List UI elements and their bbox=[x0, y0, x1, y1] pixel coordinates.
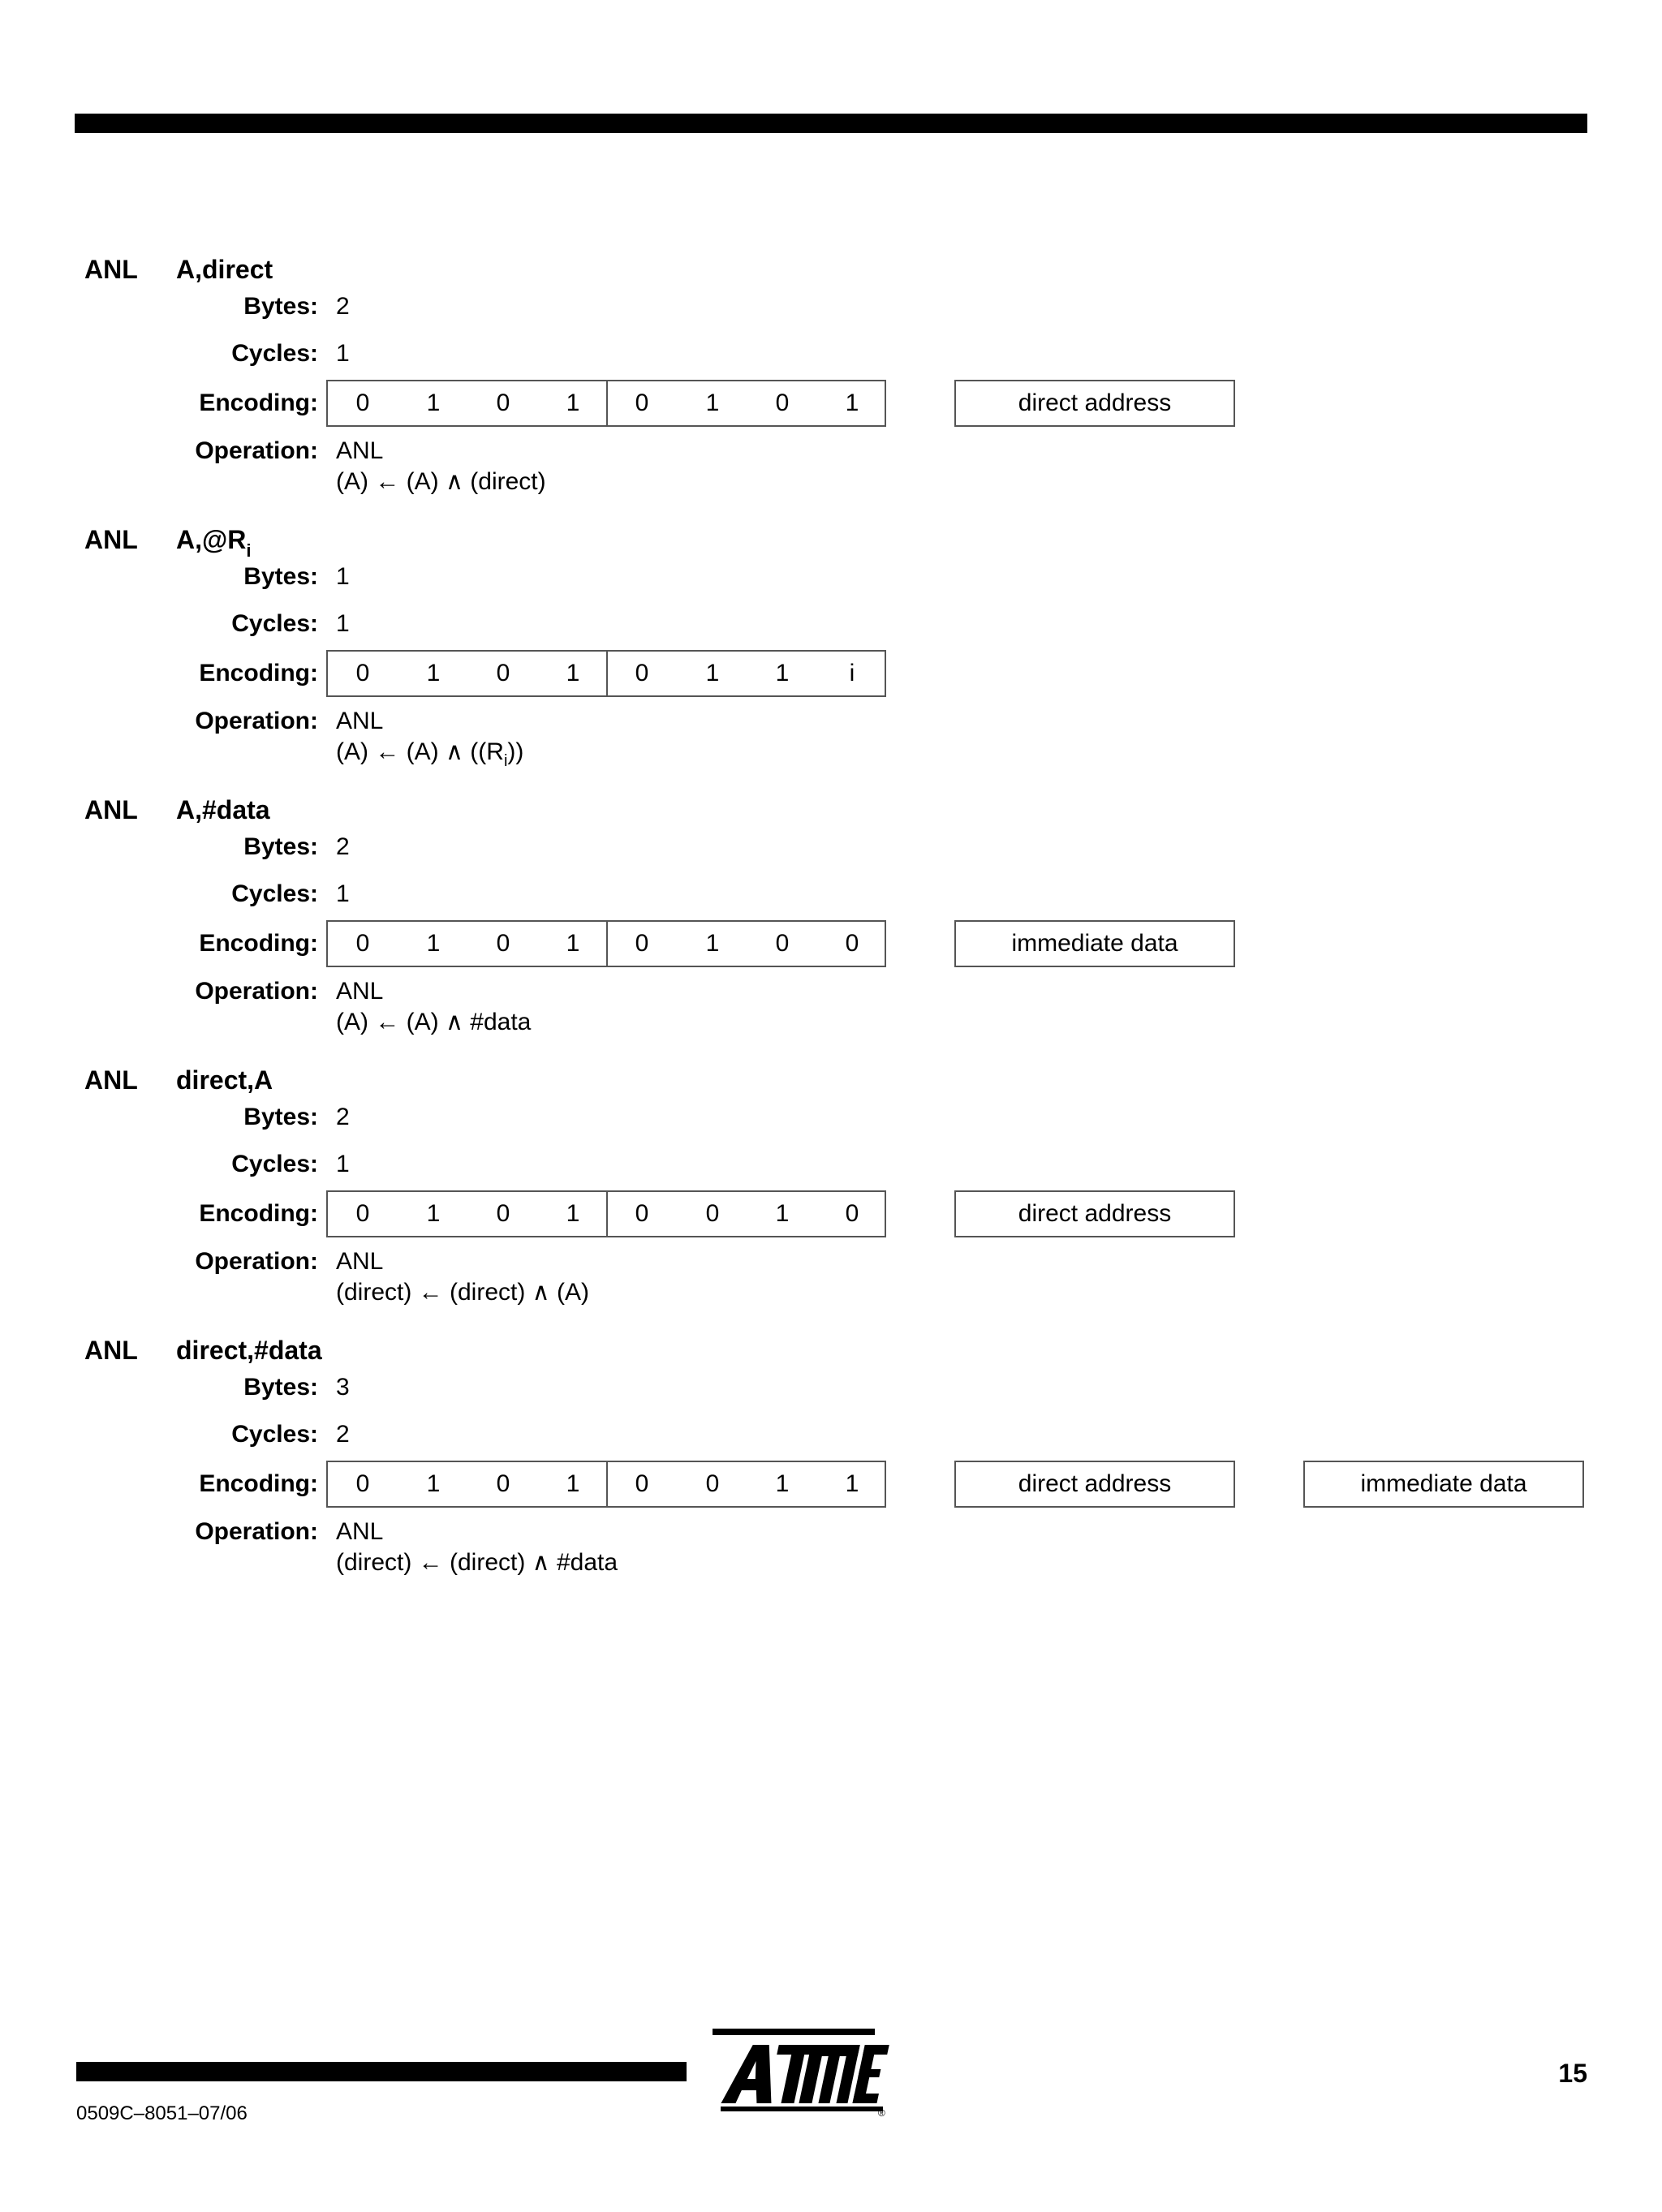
encoding-bit: 0 bbox=[705, 1200, 720, 1227]
encoding-bit: 1 bbox=[426, 660, 441, 686]
operands-text: A,direct bbox=[176, 255, 273, 284]
instruction-operands bbox=[176, 794, 270, 826]
cycles-value: 1 bbox=[336, 340, 350, 367]
bytes-label: Bytes: bbox=[243, 1374, 318, 1401]
encoding-bit: 0 bbox=[355, 660, 370, 686]
opcode-encoding-box bbox=[326, 1461, 886, 1508]
operation-expression bbox=[336, 738, 523, 769]
operation-label: Operation: bbox=[195, 1248, 318, 1275]
encoding-bit: 1 bbox=[775, 1470, 790, 1497]
encoding-bit: 0 bbox=[496, 1200, 510, 1227]
bytes-value: 1 bbox=[336, 563, 350, 590]
encoding-bit: 0 bbox=[635, 660, 649, 686]
instruction-mnemonic: ANL bbox=[84, 525, 138, 554]
instruction-operands bbox=[176, 1064, 273, 1096]
cycles-value: 1 bbox=[336, 880, 350, 907]
encoding-bit: i bbox=[849, 660, 855, 686]
encoding-bit: 1 bbox=[566, 1200, 580, 1227]
encoding-bit: 1 bbox=[566, 389, 580, 416]
operands-text: A,@R bbox=[176, 525, 247, 554]
operation-name: ANL bbox=[336, 978, 384, 1005]
expression-text: (A) ← (A) ∧ ((R bbox=[336, 738, 504, 765]
encoding-bit: 1 bbox=[845, 389, 859, 416]
encoding-label: Encoding: bbox=[199, 1470, 318, 1497]
bytes-label: Bytes: bbox=[243, 293, 318, 320]
encoding-bit: 0 bbox=[496, 1470, 510, 1497]
instruction-entry bbox=[0, 1334, 1662, 1602]
encoding-bit: 1 bbox=[845, 1470, 859, 1497]
operands-text: A,#data bbox=[176, 795, 270, 824]
operand-byte-box: immediate data bbox=[1303, 1461, 1584, 1508]
cycles-label: Cycles: bbox=[231, 880, 318, 907]
expression-subscript: i bbox=[503, 752, 508, 770]
opcode-encoding-box bbox=[326, 380, 886, 427]
encoding-bit: 0 bbox=[775, 930, 790, 957]
operand-byte-box: direct address bbox=[954, 1461, 1235, 1508]
page-number: 15 bbox=[1558, 2059, 1587, 2088]
operation-expression bbox=[336, 1008, 531, 1037]
atmel-logo bbox=[713, 2029, 891, 2118]
encoding-bit: 0 bbox=[635, 930, 649, 957]
operation-name: ANL bbox=[336, 437, 384, 464]
bytes-value: 2 bbox=[336, 293, 350, 320]
cycles-label: Cycles: bbox=[231, 1421, 318, 1448]
operand-byte-box: immediate data bbox=[954, 920, 1235, 967]
bytes-value: 2 bbox=[336, 1104, 350, 1130]
operation-label: Operation: bbox=[195, 978, 318, 1005]
bytes-label: Bytes: bbox=[243, 1104, 318, 1130]
cycles-label: Cycles: bbox=[231, 1151, 318, 1177]
encoding-bit: 1 bbox=[566, 1470, 580, 1497]
encoding-bit: 1 bbox=[775, 1200, 790, 1227]
encoding-bit: 0 bbox=[355, 1470, 370, 1497]
cycles-value: 1 bbox=[336, 610, 350, 637]
encoding-bit: 1 bbox=[705, 389, 720, 416]
encoding-bit: 0 bbox=[845, 1200, 859, 1227]
encoding-bit: 1 bbox=[426, 1470, 441, 1497]
operation-name: ANL bbox=[336, 1248, 384, 1275]
encoding-bit: 0 bbox=[635, 1470, 649, 1497]
encoding-bit: 1 bbox=[566, 660, 580, 686]
encoding-bit: 0 bbox=[705, 1470, 720, 1497]
expression-tail: )) bbox=[507, 738, 524, 765]
footer-rule bbox=[76, 2062, 687, 2081]
operation-label: Operation: bbox=[195, 437, 318, 464]
bytes-label: Bytes: bbox=[243, 833, 318, 860]
instruction-operands bbox=[176, 253, 273, 286]
operand-byte-box: direct address bbox=[954, 1190, 1235, 1237]
operand-byte-box: direct address bbox=[954, 380, 1235, 427]
instruction-mnemonic: ANL bbox=[84, 255, 138, 284]
encoding-bit: 0 bbox=[496, 660, 510, 686]
expression-text: (direct) ← (direct) ∧ (A) bbox=[336, 1279, 589, 1306]
expression-text: (A) ← (A) ∧ #data bbox=[336, 1009, 532, 1035]
encoding-bit: 0 bbox=[355, 930, 370, 957]
encoding-label: Encoding: bbox=[199, 389, 318, 416]
encoding-bit: 0 bbox=[355, 389, 370, 416]
encoding-bit: 0 bbox=[496, 930, 510, 957]
operation-label: Operation: bbox=[195, 708, 318, 734]
expression-text: (direct) ← (direct) ∧ #data bbox=[336, 1549, 618, 1576]
document-number: 0509C–8051–07/06 bbox=[76, 2102, 248, 2124]
encoding-bit: 1 bbox=[775, 660, 790, 686]
instruction-operands bbox=[176, 523, 251, 559]
cycles-value: 1 bbox=[336, 1151, 350, 1177]
instruction-mnemonic: ANL bbox=[84, 1336, 138, 1365]
bytes-value: 3 bbox=[336, 1374, 350, 1401]
encoding-bit: 1 bbox=[426, 389, 441, 416]
bytes-value: 2 bbox=[336, 833, 350, 860]
instruction-mnemonic: ANL bbox=[84, 795, 138, 824]
cycles-label: Cycles: bbox=[231, 610, 318, 637]
instruction-entry bbox=[0, 523, 1662, 791]
operation-expression bbox=[336, 467, 546, 497]
encoding-label: Encoding: bbox=[199, 930, 318, 957]
operands-text: direct,A bbox=[176, 1065, 273, 1095]
instruction-entry bbox=[0, 794, 1662, 1061]
encoding-bit: 0 bbox=[845, 930, 859, 957]
operation-name: ANL bbox=[336, 1518, 384, 1545]
encoding-label: Encoding: bbox=[199, 660, 318, 686]
operation-name: ANL bbox=[336, 708, 384, 734]
instruction-operands bbox=[176, 1334, 322, 1366]
encoding-bit: 1 bbox=[705, 660, 720, 686]
operands-text: direct,#data bbox=[176, 1336, 322, 1365]
encoding-bit: 1 bbox=[566, 930, 580, 957]
bytes-label: Bytes: bbox=[243, 563, 318, 590]
operation-expression bbox=[336, 1278, 589, 1307]
instruction-entry bbox=[0, 1064, 1662, 1332]
opcode-encoding-box bbox=[326, 1190, 886, 1237]
encoding-bit: 0 bbox=[496, 389, 510, 416]
opcode-encoding-box bbox=[326, 650, 886, 697]
registered-mark: ® bbox=[878, 2107, 885, 2118]
encoding-bit: 0 bbox=[775, 389, 790, 416]
expression-text: (A) ← (A) ∧ (direct) bbox=[336, 468, 546, 495]
operands-subscript: i bbox=[246, 540, 252, 561]
opcode-encoding-box bbox=[326, 920, 886, 967]
operation-label: Operation: bbox=[195, 1518, 318, 1545]
cycles-label: Cycles: bbox=[231, 340, 318, 367]
operation-expression bbox=[336, 1548, 618, 1577]
instruction-entry bbox=[0, 253, 1662, 521]
encoding-bit: 1 bbox=[426, 930, 441, 957]
encoding-bit: 0 bbox=[355, 1200, 370, 1227]
encoding-label: Encoding: bbox=[199, 1200, 318, 1227]
encoding-bit: 0 bbox=[635, 1200, 649, 1227]
encoding-bit: 1 bbox=[705, 930, 720, 957]
encoding-bit: 0 bbox=[635, 389, 649, 416]
encoding-bit: 1 bbox=[426, 1200, 441, 1227]
cycles-value: 2 bbox=[336, 1421, 350, 1448]
instruction-mnemonic: ANL bbox=[84, 1065, 138, 1095]
